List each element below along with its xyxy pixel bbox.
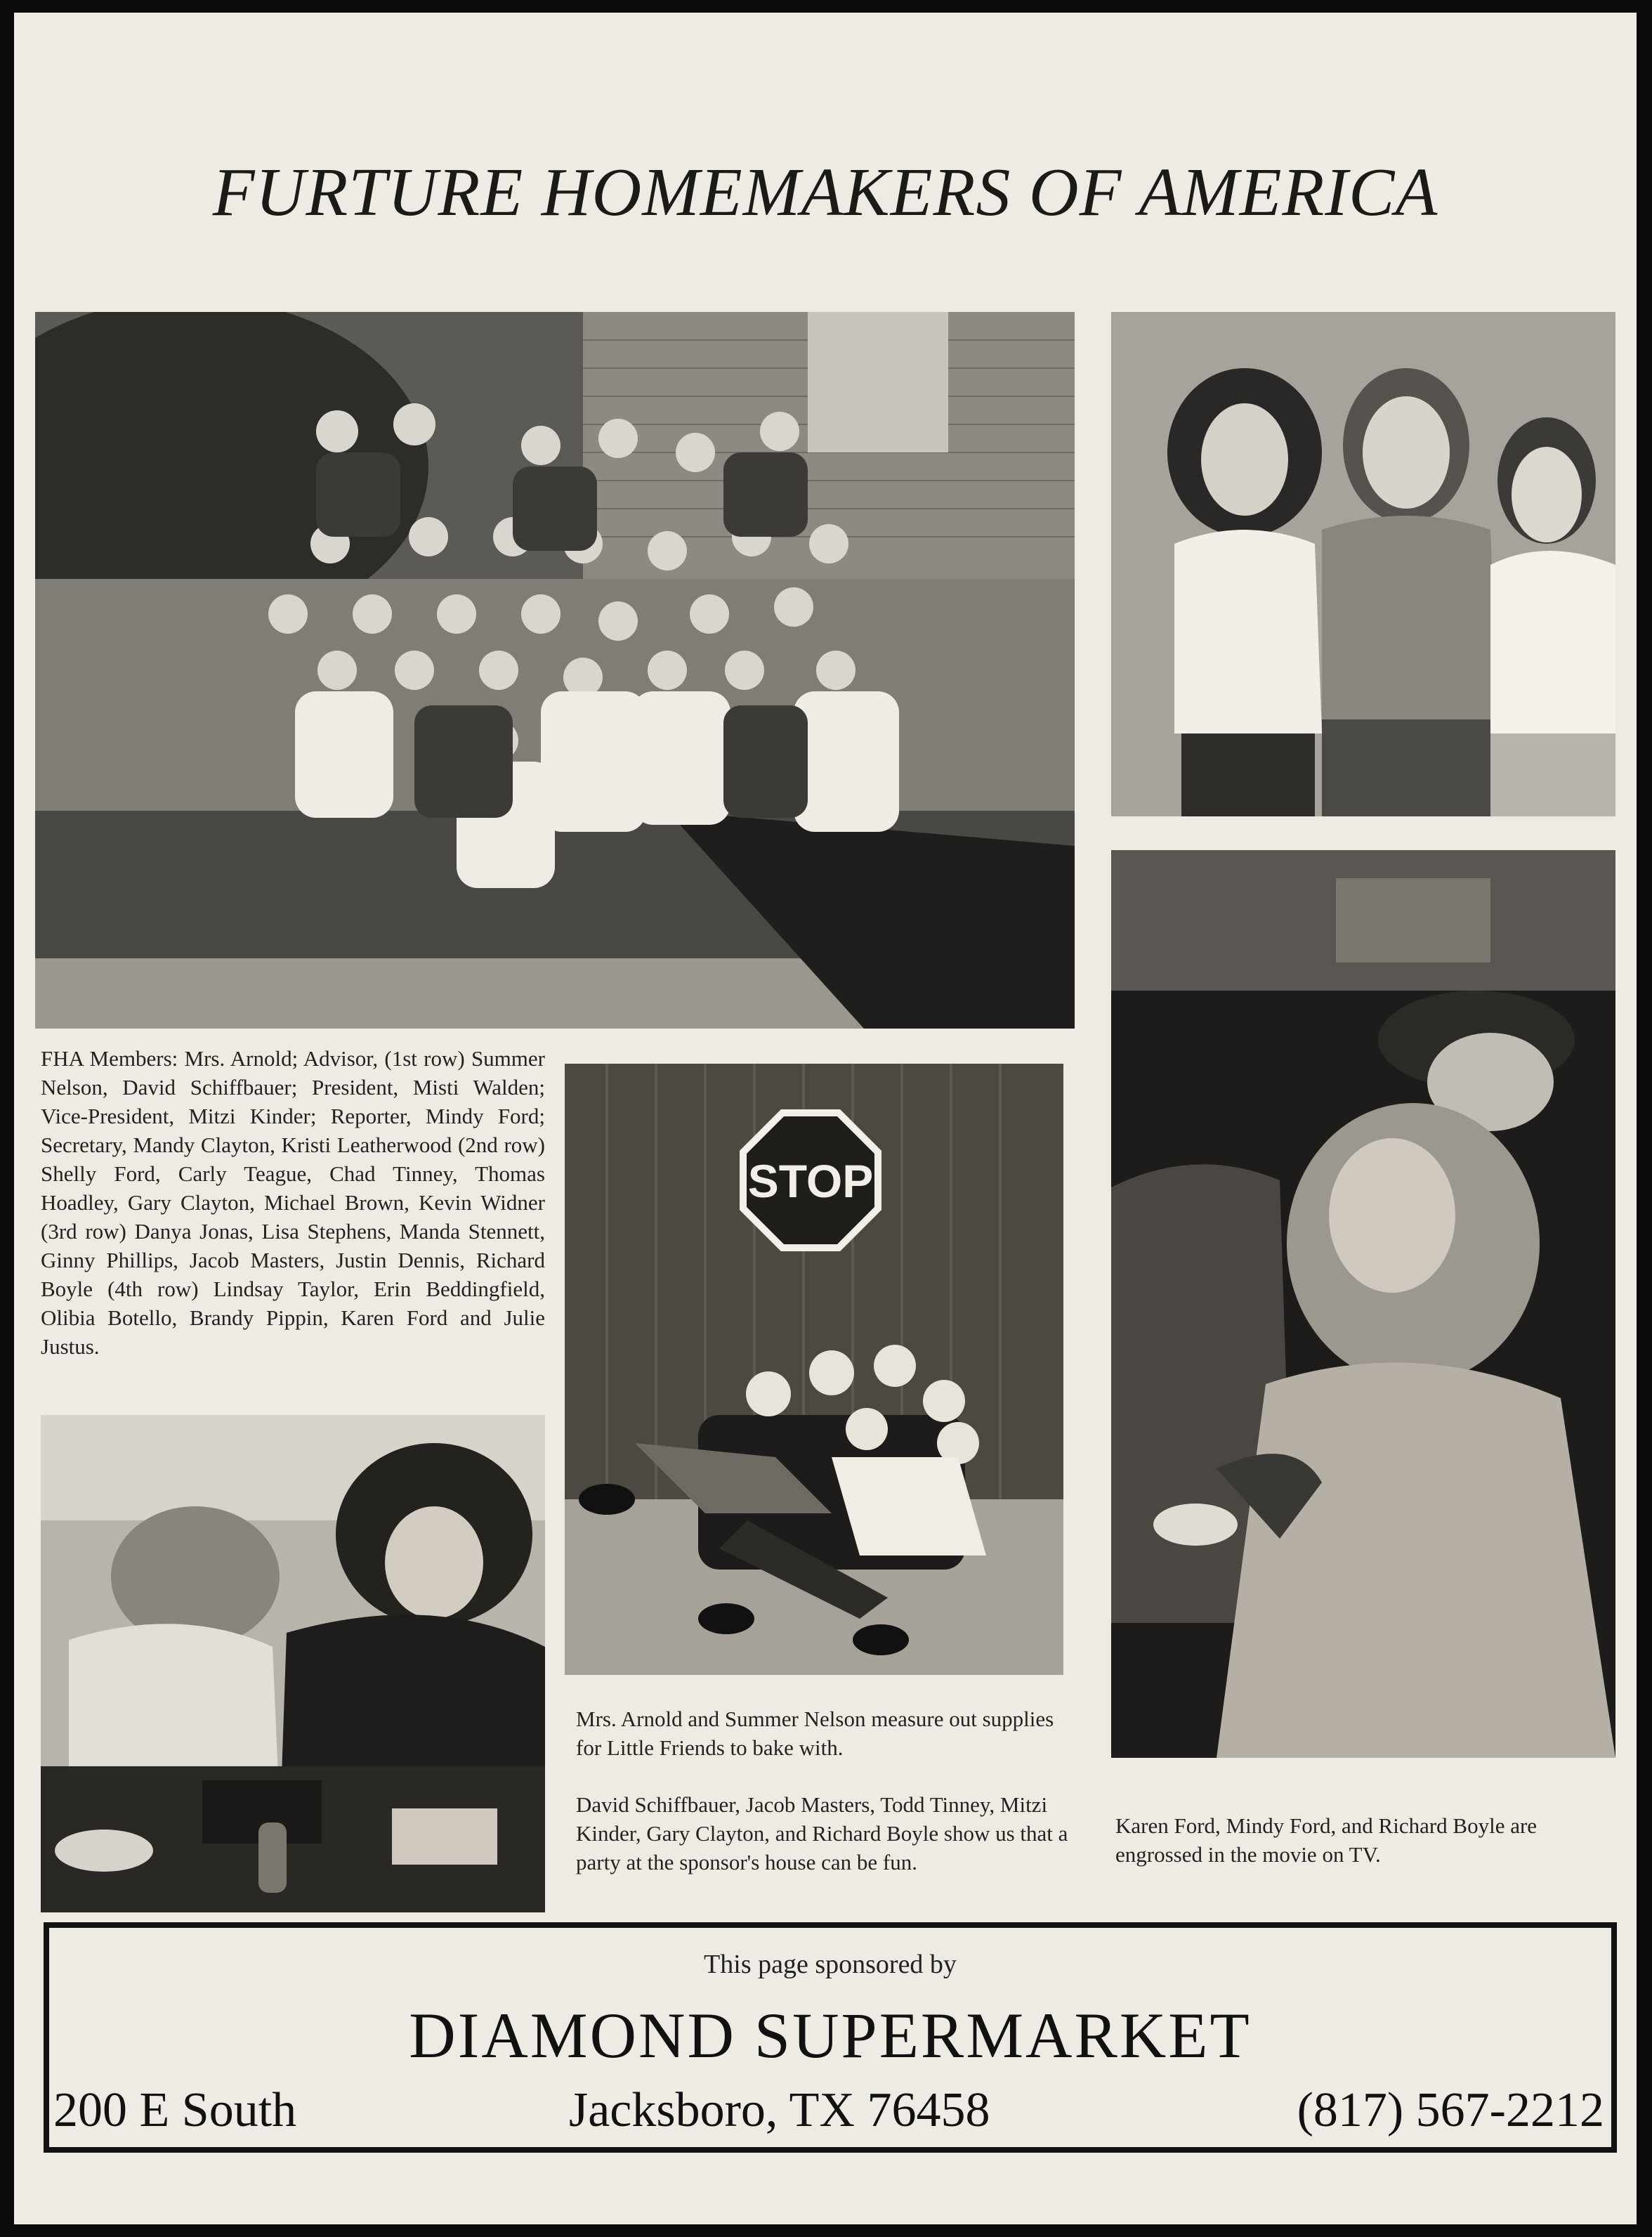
baking-caption-text: Mrs. Arnold and Summer Nelson measure out supplies for Little Friends to bake with. (576, 1707, 1054, 1760)
sponsor-box (44, 1922, 1617, 2153)
party-caption-text: David Schiffbauer, Jacob Masters, Todd Tinney, Mitzi Kinder, Gary Clayton, and Richard Boyle show us that a party at the sponsor's house can be fun. (576, 1792, 1068, 1874)
sponsor-phone: (817) 567-2212 (1297, 2083, 1604, 2137)
members-caption (41, 1044, 545, 1361)
three-girls-photo (1111, 312, 1615, 816)
group-photo (35, 312, 1075, 1029)
party-photo (565, 1064, 1063, 1675)
group-photo-image (35, 312, 1075, 1029)
baking-photo (41, 1415, 545, 1912)
sponsor-intro: This page sponsored by (704, 1950, 957, 1979)
three-girls-image (1111, 312, 1615, 816)
stop-sign-text: STOP (747, 1155, 874, 1207)
yearbook-page (14, 13, 1637, 2224)
party-image (565, 1064, 1063, 1675)
movie-image (1111, 850, 1615, 1758)
party-caption (576, 1790, 1082, 1877)
members-caption-text: FHA Members: Mrs. Arnold; Advisor, (1st row) Summer Nelson, David Schiffbauer; President, Misti Walden; Vice-President, Mitzi Kinder; Reporter, Mindy Ford; Secretary, Mandy Clayton, Kristi Leatherwood (2nd row) Shelly Ford, Carly Teague, Chad Tinney, Thomas Hoadley, Gary Clayton, Michael Brown, Kevin Widner (3rd row) Danya Jonas, Lisa Stephens, Manda Stennett, Ginny Phillips, Jacob Masters, Justin Dennis, Richard Boyle (4th row) Lindsay Taylor, Erin Beddingfield, Olibia Botello, Brandy Pippin, Karen Ford and Julie Justus. (41, 1046, 545, 1359)
sponsor-city: Jacksboro, TX 76458 (569, 2083, 990, 2137)
baking-caption (576, 1704, 1082, 1762)
movie-photo (1111, 850, 1615, 1758)
page-title: FURTURE HOMEMAKERS OF AMERICA (212, 155, 1438, 230)
sponsor-address: 200 E South (53, 2083, 297, 2137)
baking-image (41, 1415, 545, 1912)
sponsor-name: DIAMOND SUPERMARKET (409, 2000, 1252, 2071)
movie-caption (1115, 1811, 1615, 1869)
movie-caption-text: Karen Ford, Mindy Ford, and Richard Boyle are engrossed in the movie on TV. (1115, 1813, 1538, 1867)
